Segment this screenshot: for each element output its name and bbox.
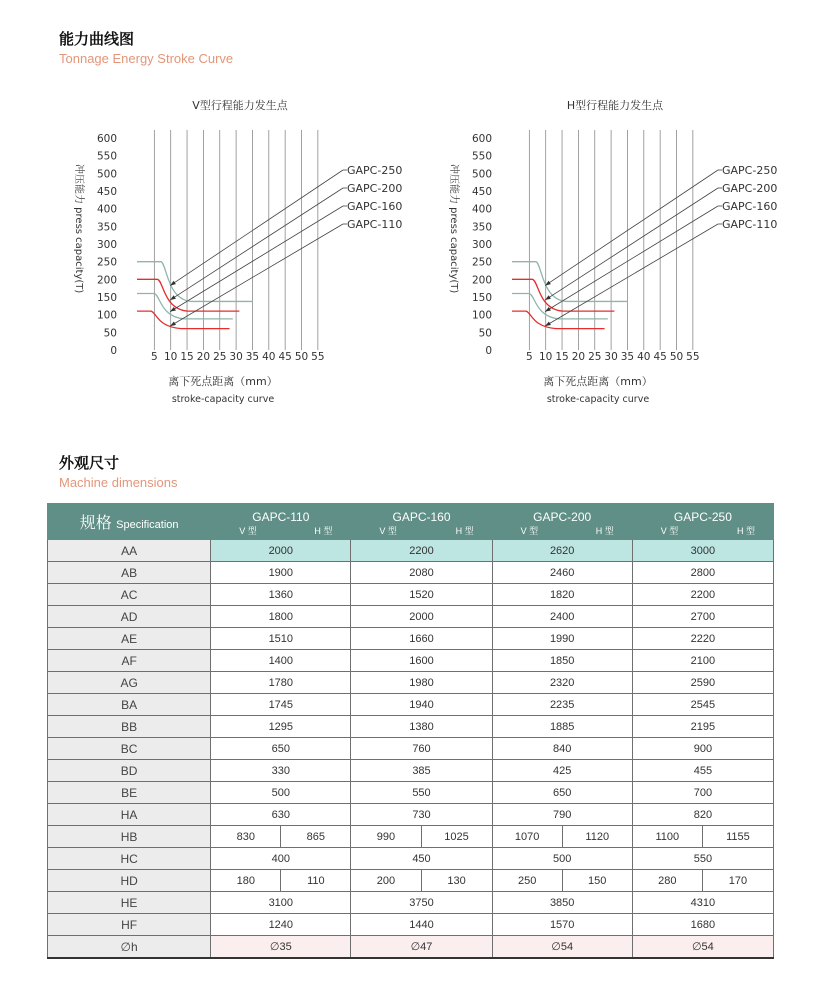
y-tick-label: 250 [96, 256, 117, 269]
series-label: GAPC-250 [722, 164, 778, 177]
table-cell: ∅54 [492, 936, 632, 959]
table-cell: 1400 [211, 650, 351, 672]
x-axis-caption: stroke-capacity curve [546, 394, 650, 405]
x-tick-label: 5 [526, 351, 533, 363]
y-tick-label: 200 [96, 274, 117, 287]
table-row [48, 848, 774, 870]
y-tick-label: 300 [471, 239, 492, 251]
table-cell: ∅54 [632, 936, 773, 959]
table-row [48, 628, 774, 650]
table-cell: 840 [492, 738, 632, 760]
table-cell: 1660 [351, 628, 492, 650]
table-cell: 1380 [351, 716, 492, 738]
table-cell: 2320 [492, 672, 632, 694]
table-cell: 2080 [351, 562, 492, 584]
row-label: HF [48, 914, 211, 936]
table-cell: 425 [492, 760, 632, 782]
x-axis-label: 离下死点距离（mm） [543, 375, 653, 388]
table-cell: 630 [211, 804, 351, 826]
x-axis-caption: stroke-capacity curve [171, 394, 275, 405]
table-cell: 2000 [351, 606, 492, 628]
y-tick-label: 450 [471, 186, 492, 198]
table-cell: 650 [211, 738, 351, 760]
y-tick-label: 250 [471, 256, 492, 269]
row-label: AG [48, 672, 211, 694]
table-cell: 830 [211, 826, 281, 848]
h-type-label: H 型 [595, 525, 614, 536]
chart-v-type [60, 92, 420, 412]
series-label: GAPC-250 [347, 164, 403, 177]
x-tick-label: 25 [213, 351, 227, 363]
table-cell: 500 [211, 782, 351, 804]
v-type-label: V 型 [239, 525, 257, 536]
table-cell: 1070 [492, 826, 562, 848]
x-tick-label: 40 [637, 351, 651, 363]
table-row [48, 694, 774, 716]
model-name: GAPC-250 [673, 509, 732, 524]
leader-line [545, 188, 718, 300]
model-name: GAPC-110 [252, 509, 310, 524]
table-cell: 1360 [211, 584, 351, 606]
x-tick-label: 55 [686, 351, 700, 363]
table-cell: 1885 [492, 716, 632, 738]
table-cell: ∅47 [351, 936, 492, 959]
row-label: BB [48, 716, 211, 738]
table-cell: 900 [632, 738, 773, 760]
x-tick-label: 50 [669, 351, 684, 363]
curve-gapc-110 [137, 311, 230, 328]
y-tick-label: 50 [103, 327, 117, 340]
y-tick-label: 550 [471, 150, 492, 163]
table-cell: 455 [632, 760, 773, 782]
model-header [351, 504, 492, 540]
y-tick-label: 100 [96, 309, 117, 322]
section-title-curve: 能力曲线图 [59, 30, 135, 48]
row-label: BE [48, 782, 211, 804]
series-label: GAPC-110 [347, 218, 403, 231]
table-cell: 1940 [351, 694, 492, 716]
table-row [48, 782, 774, 804]
table-cell: 385 [351, 760, 492, 782]
row-label: BC [48, 738, 211, 760]
leader-line [170, 170, 343, 286]
table-cell: 1120 [562, 826, 632, 848]
model-header [492, 504, 632, 540]
y-tick-label: 0 [485, 345, 492, 357]
x-tick-label: 20 [571, 351, 586, 363]
y-tick-label: 500 [96, 168, 117, 181]
row-label: HC [48, 848, 211, 870]
table-row [48, 826, 774, 848]
y-axis-label: 冲压能力 press capacity(T) [448, 164, 459, 294]
v-type-label: V 型 [520, 525, 539, 536]
table-cell: 1680 [632, 914, 773, 936]
x-tick-label: 45 [278, 351, 292, 363]
row-label: HD [48, 870, 211, 892]
y-tick-label: 300 [96, 239, 117, 251]
x-tick-label: 30 [604, 351, 618, 363]
table-row [48, 870, 774, 892]
x-tick-label: 25 [588, 351, 602, 363]
table-cell: 1745 [211, 694, 351, 716]
row-label: HA [48, 804, 211, 826]
h-type-label: H 型 [314, 525, 333, 536]
table-cell: 1600 [351, 650, 492, 672]
table-cell: 1155 [702, 826, 773, 848]
leader-line [170, 224, 343, 326]
v-type-label: V 型 [660, 525, 679, 536]
y-tick-label: 50 [478, 327, 492, 340]
table-row [48, 914, 774, 936]
y-tick-label: 400 [96, 203, 117, 216]
table-cell: 1520 [351, 584, 492, 606]
leader-line [545, 206, 718, 312]
table-cell: 450 [351, 848, 492, 870]
series-label: GAPC-200 [347, 182, 403, 195]
table-cell: 865 [281, 826, 351, 848]
table-cell: 2220 [632, 628, 773, 650]
x-tick-label: 10 [539, 351, 553, 363]
spec-header-sub: Specification [116, 519, 179, 531]
table-row [48, 804, 774, 826]
x-tick-label: 15 [180, 351, 194, 363]
x-tick-label: 20 [196, 351, 211, 363]
curve-gapc-200 [137, 279, 239, 311]
table-cell: 1900 [211, 562, 351, 584]
table-cell: 400 [211, 848, 351, 870]
table-row [48, 760, 774, 782]
table-cell: 550 [632, 848, 773, 870]
y-tick-label: 600 [96, 133, 117, 145]
table-cell: ∅35 [211, 936, 351, 959]
chart-title: V型行程能力发生点 [192, 99, 288, 112]
row-label: BA [48, 694, 211, 716]
table-row [48, 672, 774, 694]
series-label: GAPC-160 [347, 200, 403, 213]
table-cell: 2200 [632, 584, 773, 606]
table-cell: 2460 [492, 562, 632, 584]
x-tick-label: 10 [164, 351, 178, 363]
table-cell: 170 [702, 870, 773, 892]
table-row [48, 892, 774, 914]
table-cell: 700 [632, 782, 773, 804]
table-cell: 2800 [632, 562, 773, 584]
table-row [48, 650, 774, 672]
y-tick-label: 150 [96, 292, 117, 304]
table-cell: 3850 [492, 892, 632, 914]
table-cell: 1510 [211, 628, 351, 650]
table-cell: 250 [492, 870, 562, 892]
v-type-label: V 型 [379, 525, 397, 536]
table-cell: 1820 [492, 584, 632, 606]
row-label: HE [48, 892, 211, 914]
y-tick-label: 0 [110, 345, 117, 357]
y-axis-label: 冲压能力 press capacity(T) [73, 164, 84, 294]
table-cell: 3100 [211, 892, 351, 914]
x-tick-label: 15 [555, 351, 569, 363]
y-tick-label: 150 [471, 292, 492, 304]
table-cell: 280 [632, 870, 702, 892]
table-cell: 4310 [632, 892, 773, 914]
y-tick-label: 100 [471, 309, 492, 322]
h-type-label: H 型 [736, 525, 755, 536]
leader-line [545, 224, 718, 326]
x-tick-label: 30 [229, 351, 243, 363]
table-cell: 1850 [492, 650, 632, 672]
leader-line [170, 206, 343, 312]
table-row [48, 738, 774, 760]
table-body [48, 540, 774, 959]
y-tick-label: 500 [471, 168, 492, 181]
x-tick-label: 50 [294, 351, 309, 363]
table-cell: 1980 [351, 672, 492, 694]
table-row [48, 936, 774, 959]
table-cell: 1025 [421, 826, 492, 848]
table-cell: 2620 [492, 540, 632, 562]
table-cell: 500 [492, 848, 632, 870]
row-label: AD [48, 606, 211, 628]
table-row [48, 584, 774, 606]
chart-title: H型行程能力发生点 [566, 99, 664, 112]
row-label: AA [48, 540, 211, 562]
table-cell: 1780 [211, 672, 351, 694]
table-cell: 2100 [632, 650, 773, 672]
table-cell: 3000 [632, 540, 773, 562]
table-cell: 1295 [211, 716, 351, 738]
row-label: AC [48, 584, 211, 606]
x-tick-label: 40 [262, 351, 276, 363]
row-label: BD [48, 760, 211, 782]
table-cell: 3750 [351, 892, 492, 914]
row-label: AB [48, 562, 211, 584]
table-header-row [48, 504, 774, 540]
table-cell: 200 [351, 870, 421, 892]
y-tick-label: 200 [471, 274, 492, 287]
table-cell: 550 [351, 782, 492, 804]
table-cell: 990 [351, 826, 421, 848]
table-cell: 1990 [492, 628, 632, 650]
table-cell: 2235 [492, 694, 632, 716]
row-label: AF [48, 650, 211, 672]
table-cell: 1570 [492, 914, 632, 936]
table-cell: 180 [211, 870, 281, 892]
table-cell: 760 [351, 738, 492, 760]
y-tick-label: 550 [96, 150, 117, 163]
table-cell: 2400 [492, 606, 632, 628]
table-cell: 150 [562, 870, 632, 892]
dimensions-table [47, 503, 774, 959]
table-cell: 2000 [211, 540, 351, 562]
x-tick-label: 35 [245, 351, 260, 363]
table-cell: 2195 [632, 716, 773, 738]
series-label: GAPC-200 [722, 182, 778, 195]
table-cell: 110 [281, 870, 351, 892]
section-subtitle-dimensions: Machine dimensions [59, 475, 178, 490]
model-name: GAPC-160 [392, 509, 451, 524]
h-type-label: H 型 [455, 525, 474, 536]
y-tick-label: 350 [96, 221, 117, 234]
series-label: GAPC-160 [722, 200, 778, 213]
series-label: GAPC-110 [722, 218, 778, 231]
model-name: GAPC-200 [533, 509, 592, 524]
table-cell: 330 [211, 760, 351, 782]
y-tick-label: 350 [471, 221, 492, 234]
table-cell: 2545 [632, 694, 773, 716]
section-title-dimensions: 外观尺寸 [59, 454, 120, 472]
table-cell: 1800 [211, 606, 351, 628]
table-row [48, 540, 774, 562]
table-cell: 650 [492, 782, 632, 804]
x-tick-label: 55 [311, 351, 325, 363]
section-subtitle-curve: Tonnage Energy Stroke Curve [59, 51, 234, 66]
spec-header-main: 规格 [79, 515, 112, 532]
row-label: AE [48, 628, 211, 650]
table-cell: 2590 [632, 672, 773, 694]
curve-gapc-110 [512, 311, 605, 328]
table-row [48, 716, 774, 738]
chart-h-type [435, 92, 795, 412]
table-row [48, 562, 774, 584]
table-cell: 2700 [632, 606, 773, 628]
table-cell: 1440 [351, 914, 492, 936]
table-cell: 1100 [632, 826, 702, 848]
row-label: ∅h [48, 936, 211, 959]
table-cell: 820 [632, 804, 773, 826]
table-cell: 730 [351, 804, 492, 826]
table-row [48, 606, 774, 628]
leader-line [545, 170, 718, 286]
y-tick-label: 400 [471, 203, 492, 216]
y-tick-label: 600 [471, 133, 492, 145]
x-axis-label: 离下死点距离（mm） [168, 375, 278, 388]
x-tick-label: 5 [151, 351, 158, 363]
table-cell: 2200 [351, 540, 492, 562]
table-cell: 130 [421, 870, 492, 892]
model-header [211, 504, 351, 540]
row-label: HB [48, 826, 211, 848]
leader-line [170, 188, 343, 300]
y-tick-label: 450 [96, 186, 117, 198]
spec-header [48, 504, 211, 540]
model-header [632, 504, 773, 540]
table-cell: 790 [492, 804, 632, 826]
table-cell: 1240 [211, 914, 351, 936]
curve-gapc-200 [512, 279, 614, 311]
x-tick-label: 35 [620, 351, 635, 363]
x-tick-label: 45 [653, 351, 667, 363]
